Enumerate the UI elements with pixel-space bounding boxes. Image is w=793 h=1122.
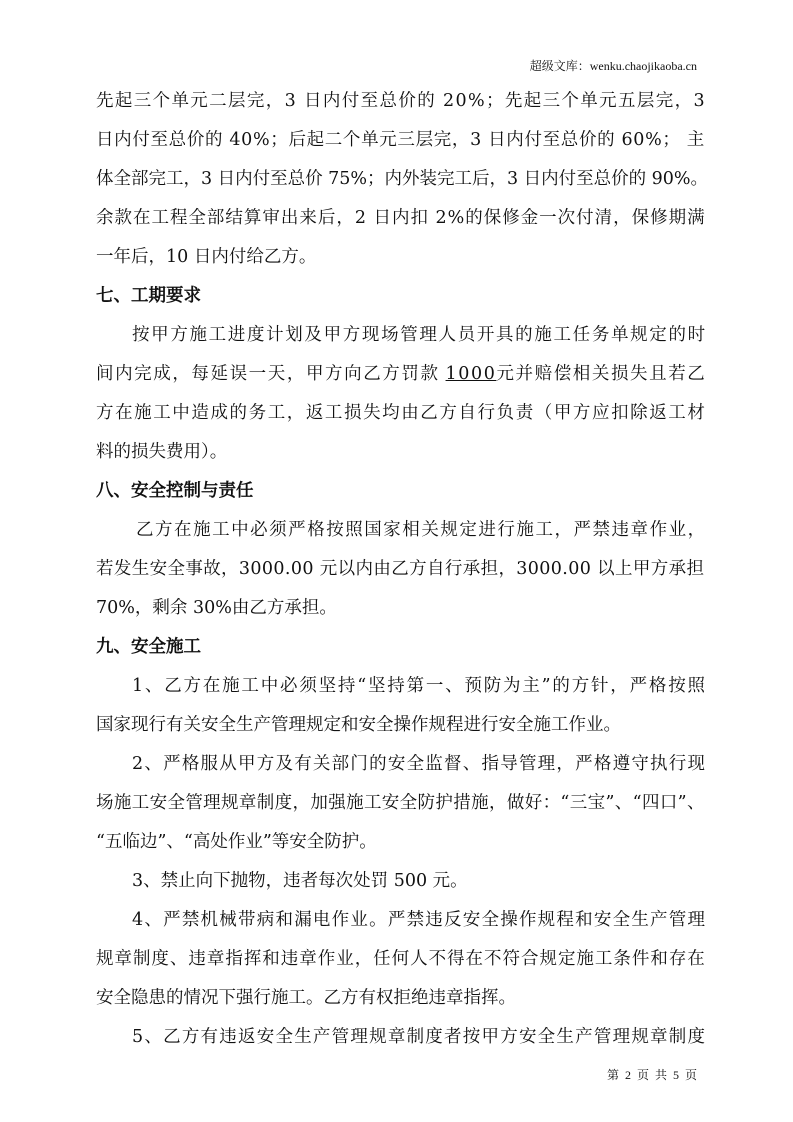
line-text: “五临边”、“高处作业”等安全防护。	[96, 832, 377, 852]
paragraph-line	[96, 121, 708, 160]
paragraph-line	[96, 784, 708, 823]
page-number: 第 2 页 共 5 页	[606, 1068, 697, 1082]
line-text: 余款在工程全部结算审出来后，2 日内扣 2%的保修金一次付清，保修期满	[96, 208, 706, 228]
paragraph-line	[96, 706, 708, 745]
paragraph-line	[96, 316, 708, 355]
paragraph-line	[96, 160, 708, 199]
line-text: 一年后，10 日内付给乙方。	[96, 247, 317, 267]
document-body	[96, 82, 708, 1057]
line-text: 场施工安全管理规章制度，加强施工安全防护措施，做好：“三宝”、“四口”、	[96, 793, 705, 813]
paragraph-line	[96, 667, 708, 706]
paragraph-line	[96, 979, 708, 1018]
line-text: 方在施工中造成的务工，返工损失均由乙方自行负责（甲方应扣除返工材	[96, 403, 707, 423]
section-heading	[96, 472, 708, 511]
paragraph-line	[96, 745, 708, 784]
line-text: 先起三个单元二层完，3 日内付至总价的 20%；先起三个单元五层完，3	[96, 91, 706, 111]
line-text: 按甲方施工进度计划及甲方现场管理人员开具的施工任务单规定的时	[132, 325, 707, 345]
paragraph-line	[96, 823, 708, 862]
line-text: 规章制度、违章指挥和违章作业，任何人不得在不符合规定施工条件和存在	[96, 949, 706, 969]
line-text: 元并赔偿相关损失且若乙	[496, 364, 707, 384]
paragraph-line	[96, 511, 708, 550]
paragraph-line	[96, 199, 708, 238]
heading-text: 七、工期要求	[96, 286, 201, 306]
section-heading	[96, 277, 708, 316]
section-heading	[96, 628, 708, 667]
paragraph-line	[96, 862, 708, 901]
line-text: 乙方在施工中必须严格按照国家相关规定进行施工，严禁违章作业，	[136, 520, 707, 540]
penalty-amount: 1000	[445, 364, 497, 384]
paragraph-line	[96, 1018, 708, 1057]
paragraph-line	[96, 394, 708, 433]
line-text: 间内完成，每延误一天，甲方向乙方罚款	[96, 364, 440, 384]
line-text: 70%，剩余 30%由乙方承担。	[96, 598, 337, 618]
paragraph-line	[96, 238, 708, 277]
paragraph-line	[96, 550, 708, 589]
heading-text: 九、安全施工	[96, 637, 201, 657]
line-text: 4、严禁机械带病和漏电作业。严禁违反安全操作规程和安全生产管理	[132, 910, 707, 930]
paragraph-line	[96, 901, 708, 940]
paragraph-line	[96, 589, 708, 628]
paragraph-line	[96, 82, 708, 121]
paragraph-line	[96, 433, 708, 472]
page-header: 超级文库：wenku.chaojikaoba.cn	[529, 59, 697, 73]
heading-text: 八、安全控制与责任	[96, 481, 254, 501]
line-text: 安全隐患的情况下强行施工。乙方有权拒绝违章指挥。	[96, 988, 516, 1008]
line-text: 5、乙方有违返安全生产管理规章制度者按甲方安全生产管理规章制度	[132, 1027, 707, 1047]
line-text-group	[96, 364, 706, 384]
paragraph-line	[96, 940, 708, 979]
line-text: 2、严格服从甲方及有关部门的安全监督、指导管理，严格遵守执行现	[132, 754, 707, 774]
line-text: 料的损失费用）。	[96, 442, 228, 462]
line-text: 日内付至总价的 40%；后起二个单元三层完，3 日内付至总价的 60%； 主	[96, 130, 705, 150]
line-text: 1、乙方在施工中必须坚持“坚持第一、预防为主”的方针，严格按照	[132, 676, 707, 696]
line-text: 国家现行有关安全生产管理规定和安全操作规程进行安全施工作业。	[96, 715, 621, 735]
line-text: 体全部完工，3 日内付至总价 75%；内外装完工后，3 日内付至总价的 90%。	[96, 169, 708, 189]
paragraph-line	[96, 355, 708, 394]
line-text: 若发生安全事故，3000.00 元以内由乙方自行承担，3000.00 以上甲方承担	[96, 559, 705, 579]
line-text: 3、禁止向下抛物，违者每次处罚 500 元。	[132, 871, 468, 891]
